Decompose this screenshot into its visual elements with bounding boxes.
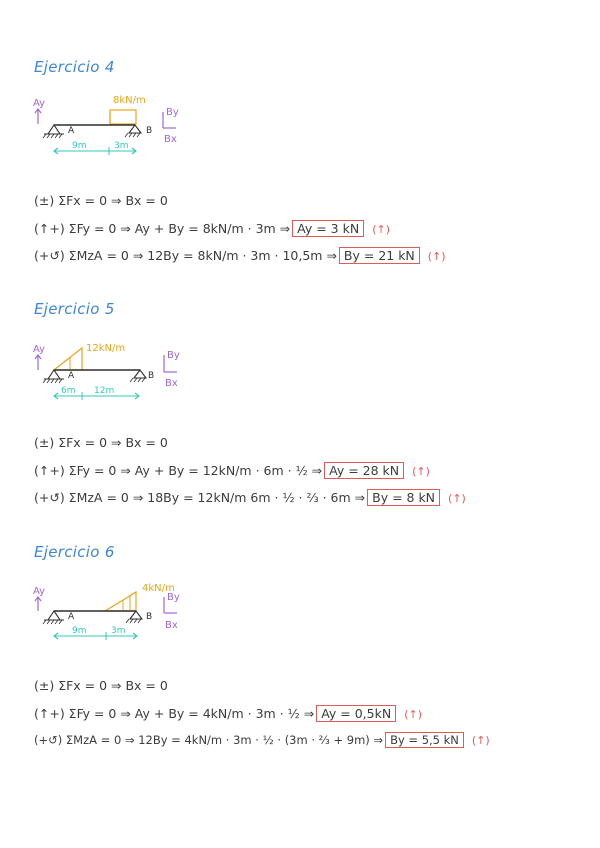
equation-sum-fy: (↑+) ΣFy = 0 ⇒ Ay + By = 12kN/m · 6m · ½ ⇒ Ay = 28 kN (↑) <box>34 463 430 478</box>
result-box-by: By = 5,5 kN <box>385 732 464 748</box>
upward-indicator: (↑) <box>448 492 466 505</box>
bx-label: Bx <box>165 620 178 631</box>
triangular-load <box>105 592 136 611</box>
ay-label: Ay <box>33 344 46 355</box>
by-label: By <box>167 350 180 361</box>
dimension-2: 3m <box>114 141 129 151</box>
dimension-2: 3m <box>111 626 126 636</box>
bx-label: Bx <box>165 378 178 389</box>
point-a-label: A <box>68 126 75 136</box>
load-label: 8kN/m <box>113 95 146 106</box>
by-label: By <box>166 107 179 118</box>
dimension-2: 12m <box>94 386 115 396</box>
upward-indicator: (↑) <box>404 708 422 721</box>
result-box-ay: Ay = 28 kN <box>324 462 404 479</box>
equation-sum-fx: (±) ΣFx = 0 ⇒ Bx = 0 <box>34 678 168 693</box>
bx-label: Bx <box>164 134 177 145</box>
exercise-title: Ejercicio 5 <box>34 300 115 318</box>
result-box-by: By = 8 kN <box>367 489 440 506</box>
equation-sum-moments: (+↺) ΣMzA = 0 ⇒ 12By = 8kN/m · 3m · 10,5m ⇒ By = 21 kN (↑) <box>34 248 446 263</box>
equation-sum-fx: (±) ΣFx = 0 ⇒ Bx = 0 <box>34 435 168 450</box>
ay-label: Ay <box>33 586 46 597</box>
equation-sum-fx: (±) ΣFx = 0 ⇒ Bx = 0 <box>34 193 168 208</box>
equation-sum-moments: (+↺) ΣMzA = 0 ⇒ 18By = 12kN/m 6m · ½ · ⅔ · 6m ⇒ By = 8 kN (↑) <box>34 490 466 505</box>
point-b-label: B <box>146 612 153 622</box>
point-a-label: A <box>68 371 75 381</box>
upward-indicator: (↑) <box>471 734 490 747</box>
result-box-ay: Ay = 0,5kN <box>316 705 396 722</box>
upward-indicator: (↑) <box>372 223 391 236</box>
upward-indicator: (↑) <box>412 465 430 478</box>
by-label: By <box>167 592 180 603</box>
result-box-ay: Ay = 3 kN <box>292 220 364 237</box>
load-label: 4kN/m <box>142 583 175 594</box>
pin-support-b <box>130 611 142 619</box>
dimension-1: 6m <box>61 386 76 396</box>
point-b-label: B <box>148 371 155 381</box>
equation-sum-moments: (+↺) ΣMzA = 0 ⇒ 12By = 4kN/m · 3m · ½ · (3m · ⅔ + 9m) ⇒ By = 5,5 kN (↑) <box>34 733 490 747</box>
equation-sum-fy: (↑+) ΣFy = 0 ⇒ Ay + By = 4kN/m · 3m · ½ ⇒ Ay = 0,5kN (↑) <box>34 706 422 721</box>
dimension-1: 9m <box>72 626 87 636</box>
equation-sum-fy: (↑+) ΣFy = 0 ⇒ Ay + By = 8kN/m · 3m ⇒ Ay = 3 kN (↑) <box>34 221 391 236</box>
pin-support-a <box>48 611 60 620</box>
load-label: 12kN/m <box>86 343 126 354</box>
exercise-title: Ejercicio 6 <box>34 543 115 561</box>
ay-label: Ay <box>33 98 46 109</box>
exercise-title: Ejercicio 4 <box>34 58 115 76</box>
upward-indicator: (↑) <box>427 250 446 263</box>
point-a-label: A <box>68 612 75 622</box>
dimension-1: 9m <box>72 141 87 151</box>
result-box-by: By = 21 kN <box>339 247 420 264</box>
point-b-label: B <box>146 126 153 136</box>
